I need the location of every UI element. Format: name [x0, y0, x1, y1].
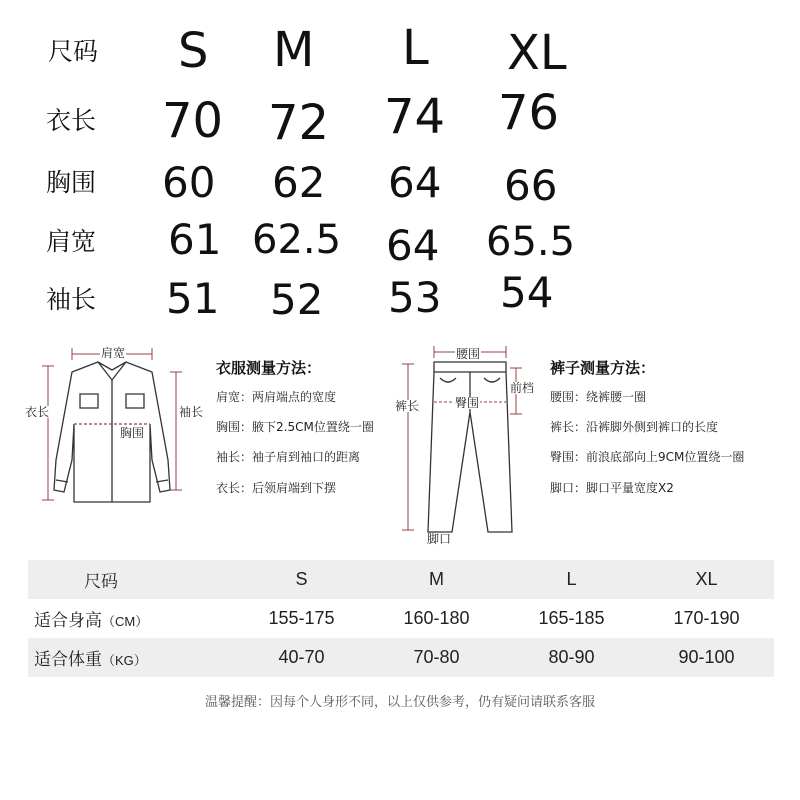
pants-method-2: 裤长：沿裤脚外侧到裤口的长度 [550, 420, 719, 434]
length-m: 72 [268, 95, 330, 151]
shirt-method-3: 袖长：袖子肩到袖口的距离 [216, 450, 361, 464]
size-s: S [178, 23, 209, 79]
length-l: 74 [384, 89, 446, 145]
shirt-label-sleeve: 袖长 [179, 405, 204, 419]
shoulder-m: 62.5 [252, 217, 342, 263]
fit-header-s: S [234, 560, 369, 599]
row-label-chest: 胸围 [46, 168, 97, 197]
shirt-method-1: 肩宽：两肩端点的宽度 [216, 390, 337, 404]
size-xl: XL [507, 25, 567, 81]
shoulder-s: 61 [168, 215, 222, 264]
fit-weight-unit: （KG） [102, 653, 147, 668]
pants-method-1: 腰围：绕裤腰一圈 [550, 390, 647, 404]
size-m: M [273, 22, 315, 78]
fit-height-xl: 170-190 [673, 608, 740, 628]
chest-m: 62 [272, 158, 326, 207]
fit-height-unit: （CM） [102, 614, 149, 629]
sleeve-xl: 54 [500, 268, 554, 317]
pants-label-hem: 脚口 [427, 532, 452, 546]
shirt-illustration [20, 340, 210, 530]
shirt-method-4: 衣长：后领肩端到下摆 [216, 481, 337, 495]
shirt-label-shoulder: 肩宽 [101, 346, 126, 360]
pants-method-3: 臀围：前浪底部向上9CM位置绕一圈 [550, 450, 745, 464]
pants-method-title: 裤子测量方法： [550, 359, 656, 377]
fit-height-label-cell [28, 599, 234, 638]
shoulder-l: 64 [386, 221, 440, 270]
shirt-method-title: 衣服测量方法： [216, 359, 322, 377]
pants-label-length: 裤长 [395, 399, 420, 413]
chest-s: 60 [162, 158, 216, 207]
reminder-note: 温馨提醒：因每个人身形不同，以上仅供参考，仍有疑问请联系客服 [204, 695, 595, 710]
row-label-length: 衣长 [46, 106, 97, 135]
fit-weight-xl: 90-100 [639, 638, 774, 677]
pants-label-rise: 前档 [510, 381, 535, 395]
length-xl: 76 [498, 85, 560, 141]
pants-label-hip: 臀围 [455, 396, 480, 410]
fit-height-m: 160-180 [403, 608, 470, 628]
fit-header-xl: XL [639, 560, 774, 599]
fit-weight-m: 70-80 [369, 638, 504, 677]
fit-header-m: M [369, 560, 504, 599]
size-l: L [402, 20, 429, 76]
fit-height-s: 155-175 [268, 608, 335, 628]
chest-xl: 66 [504, 161, 558, 210]
fit-weight-row [28, 638, 774, 677]
shirt-label-chest: 胸围 [120, 426, 145, 440]
pants-illustration [388, 342, 548, 552]
row-label-shoulder: 肩宽 [46, 227, 97, 256]
length-s: 70 [162, 93, 224, 149]
pants-label-waist: 腰围 [456, 347, 481, 361]
sleeve-s: 51 [166, 274, 220, 323]
fit-table [28, 560, 774, 677]
sleeve-l: 53 [388, 273, 442, 322]
fit-header-label: 尺码 [28, 560, 234, 599]
chest-l: 64 [388, 158, 442, 207]
fit-weight-label-cell [28, 638, 234, 677]
fit-height-label: 适合身高 [34, 611, 102, 630]
fit-weight-s: 40-70 [234, 638, 369, 677]
row-label-sleeve: 袖长 [46, 285, 97, 314]
fit-table-header-row [28, 560, 774, 599]
fit-height-l: 165-185 [538, 608, 605, 628]
fit-weight-l: 80-90 [504, 638, 639, 677]
shirt-method-2: 胸围：腋下2.5CM位置绕一圈 [216, 420, 374, 434]
shoulder-xl: 65.5 [486, 219, 576, 265]
fit-height-row [28, 599, 774, 638]
fit-weight-label: 适合体重 [34, 650, 102, 669]
pants-method-4: 脚口：脚口平量宽度X2 [550, 481, 674, 495]
shirt-label-length: 衣长 [25, 405, 50, 419]
sleeve-m: 52 [270, 275, 324, 324]
size-header-label: 尺码 [48, 37, 99, 66]
fit-header-l: L [504, 560, 639, 599]
